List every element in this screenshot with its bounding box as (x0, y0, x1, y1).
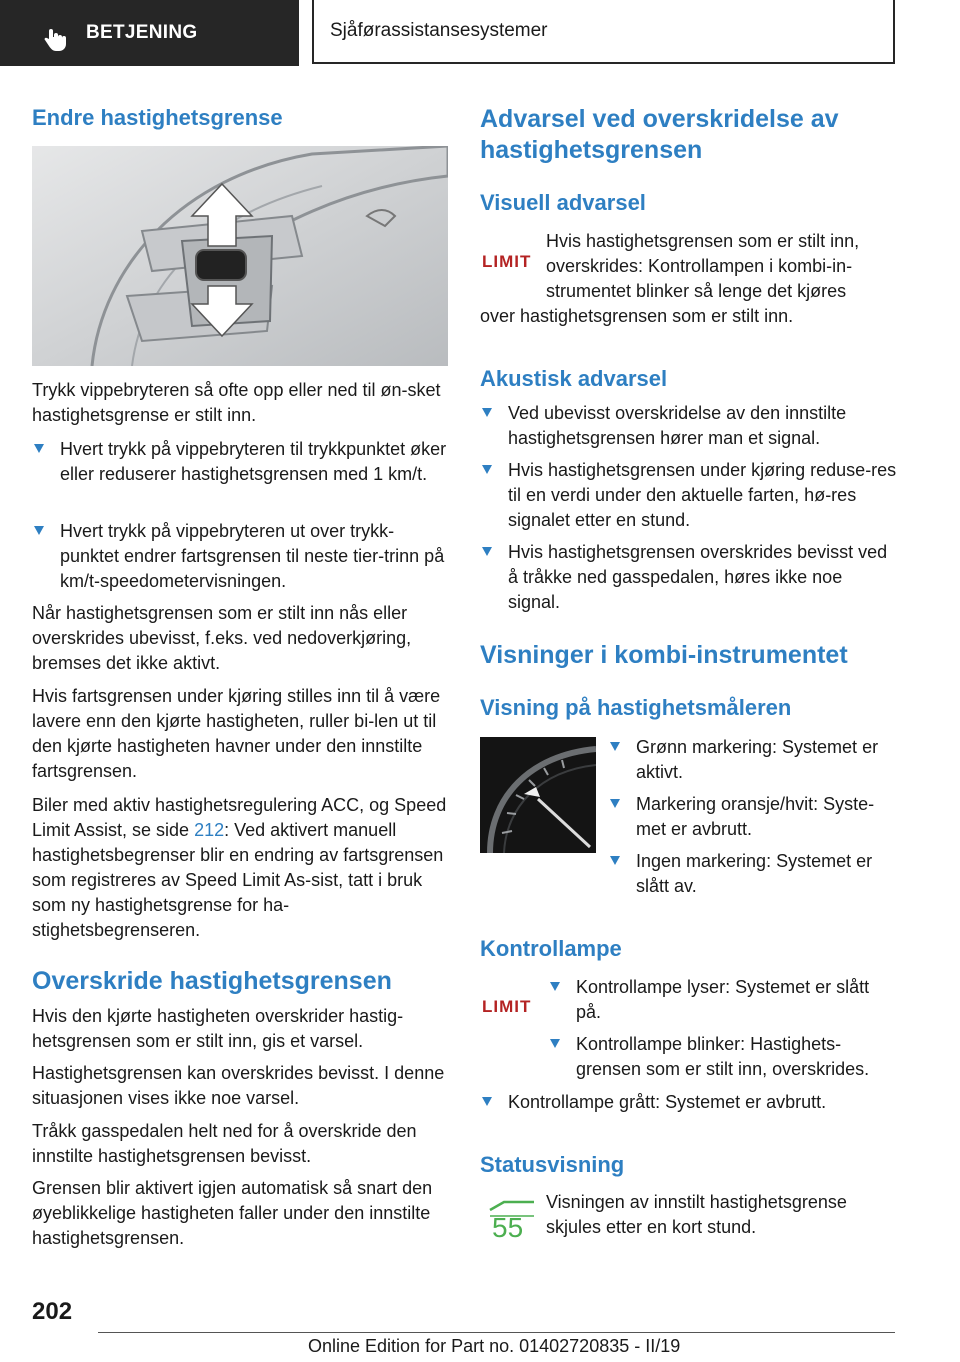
heading-visual-warning: Visuell advarsel (480, 190, 646, 215)
paragraph-exceed-4: Grensen blir aktivert igjen automatisk så snart den øyeblikkelige hastigheten faller under den innstilte hastighetsgrensen. (32, 1178, 433, 1248)
status-limit-icon (484, 1196, 540, 1246)
heading-change-limit: Endre hastighetsgrense (32, 105, 283, 130)
paragraph-exceed-1: Hvis den kjørte hastigheten overskrider hastig-hetsgrensen som er stilt inn, gis et varsel. (32, 1006, 404, 1051)
list-item: Ved ubevisst overskridelse av den innstilte hastighetsgrensen hører man et signal. (480, 401, 898, 451)
bullet-triangle-icon (34, 444, 44, 453)
list-item: Hvert trykk på vippebryteren til trykkpunktet øker eller reduserer hastighetsgrensen med 1 km/t. (32, 437, 448, 487)
paragraph-visual-b: over hastighetsgrensen som er stilt inn. (480, 306, 794, 326)
bullet-triangle-icon (610, 799, 620, 808)
heading-warning: Advarsel ved overskridelse av hastighetsgrensen (480, 105, 839, 164)
subsection-title: Sjåførassistansesystemer (330, 20, 548, 41)
heading-speedometer-display: Visning på hastighetsmåleren (480, 695, 792, 720)
footer-edition: Online Edition for Part no. 01402720835 - II/19 (308, 1336, 681, 1356)
paragraph-acc: Biler med aktiv hastighetsregulering ACC, og Speed Limit Assist, se side 212: Ved aktivert manuell hastighetsbegrenser blir en endring av fartsgrensen som registreres av Speed Limit As-sist, tatt i bruk som ny hastighetsgrense for ha-stighetsbegrenseren. (32, 795, 447, 940)
list-item: Kontrollampe grått: Systemet er avbrutt. (480, 1090, 898, 1115)
bullet-triangle-icon (610, 742, 620, 751)
page-header (0, 0, 960, 66)
paragraph-status: Visningen av innstilt hastighetsgrense skjules etter en kort stund. (546, 1192, 847, 1237)
list-item: Markering oransje/hvit: Syste-met er avbrutt. (608, 792, 898, 842)
bullet-triangle-icon (34, 526, 44, 535)
footer-divider (98, 1332, 895, 1333)
hand-pointer-icon (42, 27, 68, 53)
steering-wheel-rocker-image (32, 146, 448, 366)
speedometer-illustration (480, 737, 596, 853)
section-title: BETJENING (86, 22, 198, 43)
page-number: 202 (32, 1298, 73, 1325)
limit-indicator-icon: LIMIT (482, 997, 532, 1016)
paragraph-exceed-2: Hastighetsgrensen kan overskrides bevisst. I denne situasjonen vises ikke noe varsel. (32, 1063, 445, 1108)
list-item: Ingen markering: Systemet er slått av. (608, 849, 898, 899)
steering-wheel-illustration (32, 146, 448, 366)
bullet-triangle-icon (482, 408, 492, 417)
page-link-212[interactable]: 212 (194, 820, 225, 840)
speedometer-marker-image (480, 737, 596, 853)
paragraph-exceed-3: Tråkk gasspedalen helt ned for å overskride den innstilte hastighetsgrensen bevisst. (32, 1121, 417, 1166)
list-item: Grønn markering: Systemet er aktivt. (608, 735, 898, 785)
list-item: Hvert trykk på vippebryteren ut over trykk-punktet endrer fartsgrensen til neste tier-trinn på km/t-speedometervisningen. (32, 519, 448, 594)
paragraph-lower: Hvis fartsgrensen under kjøring stilles inn til å være lavere enn den kjørte hastigheten, ruller bi-len ut til den kjørte hastigheten havner under den innstilte fartsgrensen. (32, 686, 441, 781)
heading-exceed-limit: Overskride hastighetsgrensen (32, 967, 392, 995)
bullet-triangle-icon (610, 856, 620, 865)
list-item: Kontrollampe lyser: Systemet er slått på. (548, 975, 898, 1025)
heading-acoustic-warning: Akustisk advarsel (480, 366, 668, 391)
list-item: Kontrollampe blinker: Hastighets-grensen som er stilt inn, overskrides. (548, 1032, 898, 1082)
bullet-triangle-icon (550, 1039, 560, 1048)
paragraph-visual-a: Hvis hastighetsgrensen som er stilt inn, overskrides: Kontrollampen i kombi-in-strumentet blinker så lenge det kjøres (546, 231, 860, 301)
bullet-triangle-icon (482, 465, 492, 474)
bullet-triangle-icon (482, 1097, 492, 1106)
paragraph-intro: Trykk vippebryteren så ofte opp eller ned til øn-sket hastighetsgrense er stilt inn. (32, 380, 441, 425)
heading-indicator-lamp: Kontrollampe (480, 936, 622, 961)
heading-displays: Visninger i kombi-instrumentet (480, 641, 848, 669)
limit-indicator-icon: LIMIT (482, 252, 532, 271)
status-speed-number: 55 (492, 1212, 524, 1243)
list-item: Hvis hastighetsgrensen under kjøring reduse-res til en verdi under den aktuelle farten, hø-res signalet etter en stund. (480, 458, 898, 533)
bullet-triangle-icon (482, 547, 492, 556)
bullet-triangle-icon (550, 982, 560, 991)
list-item: Hvis hastighetsgrensen overskrides bevisst ved å tråkke ned gasspedalen, høres ikke noe signal. (480, 540, 898, 615)
paragraph-reached: Når hastighetsgrensen som er stilt inn nås eller overskrides ubevisst, f.eks. ved nedoverkjøring, bremses det ikke aktivt. (32, 603, 412, 673)
subsection-tab (312, 0, 895, 64)
heading-status-display: Statusvisning (480, 1152, 625, 1177)
section-tab (0, 0, 299, 66)
